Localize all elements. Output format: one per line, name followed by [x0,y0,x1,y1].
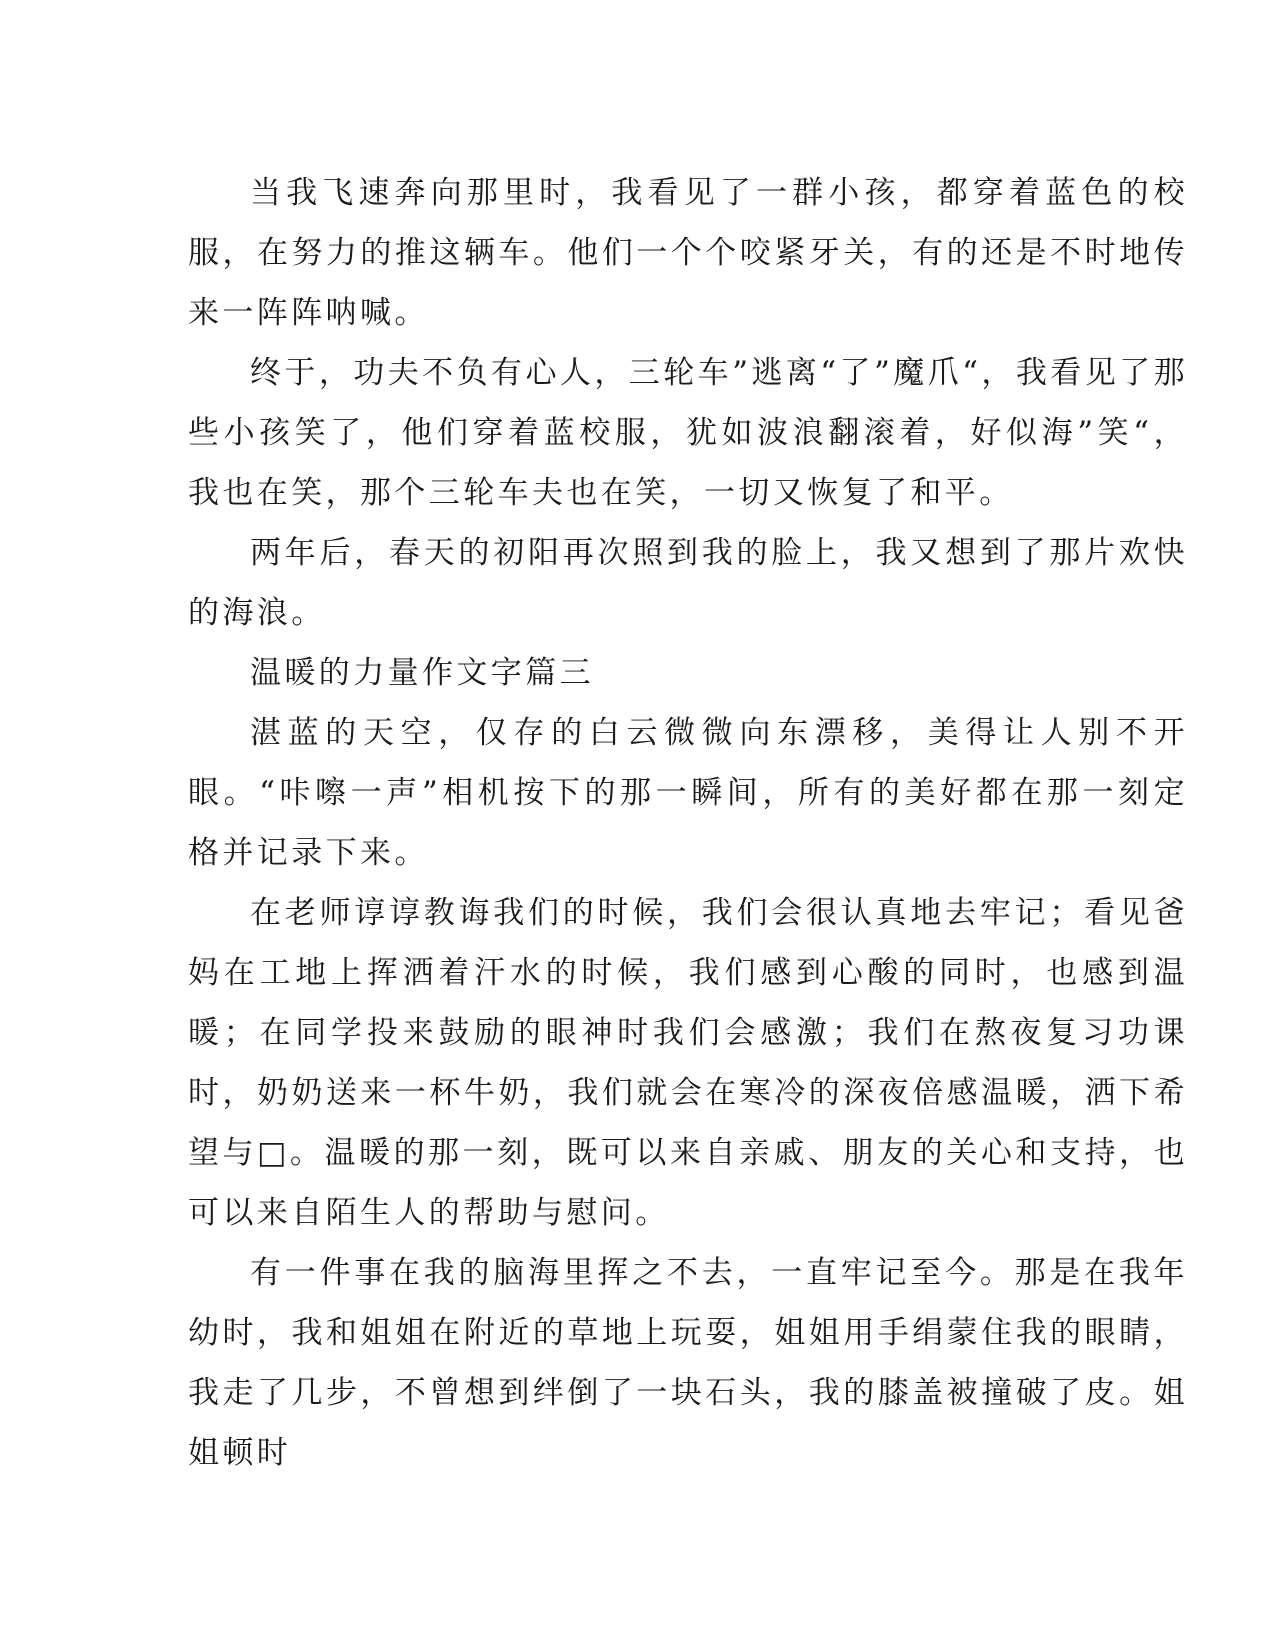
paragraph-2: 终于，功夫不负有心人，三轮车”逃离“了”魔爪“，我看见了那些小孩笑了，他们穿着蓝校服，犹如波浪翻滚着，好似海”笑“，我也在笑，那个三轮车夫也在笑，一切又恢复了和平。 [188,355,1188,511]
paragraph-3: 两年后，春天的初阳再次照到我的脸上，我又想到了那片欢快的海浪。 [188,535,1188,631]
paragraph-1: 当我飞速奔向那里时，我看见了一群小孩，都穿着蓝色的校服，在努力的推这辆车。他们一个个咬紧牙关，有的还是不时地传来一阵阵呐喊。 [188,175,1188,331]
document-body [188,163,1188,1483]
section-heading: 温暖的力量作文字篇三 [250,655,594,691]
paragraph-6: 有一件事在我的脑海里挥之不去，一直牢记至今。那是在我年幼时，我和姐姐在附近的草地上玩耍，姐姐用手绢蒙住我的眼睛，我走了几步，不曾想到绊倒了一块石头，我的膝盖被撞破了皮。姐姐顿时 [188,1255,1188,1471]
paragraph-4: 湛蓝的天空，仅存的白云微微向东漂移，美得让人别不开眼。“咔嚓一声”相机按下的那一瞬间，所有的美好都在那一刻定格并记录下来。 [188,715,1188,871]
paragraph-5: 在老师谆谆教诲我们的时候，我们会很认真地去牢记；看见爸妈在工地上挥洒着汗水的时候，我们感到心酸的同时，也感到温暖；在同学投来鼓励的眼神时我们会感激；我们在熬夜复习功课时，奶奶送来一杯牛奶，我们就会在寒冷的深夜倍感温暖，洒下希望与□。温暖的那一刻，既可以来自亲戚、朋友的关心和支持，也可以来自陌生人的帮助与慰问。 [188,895,1188,1231]
